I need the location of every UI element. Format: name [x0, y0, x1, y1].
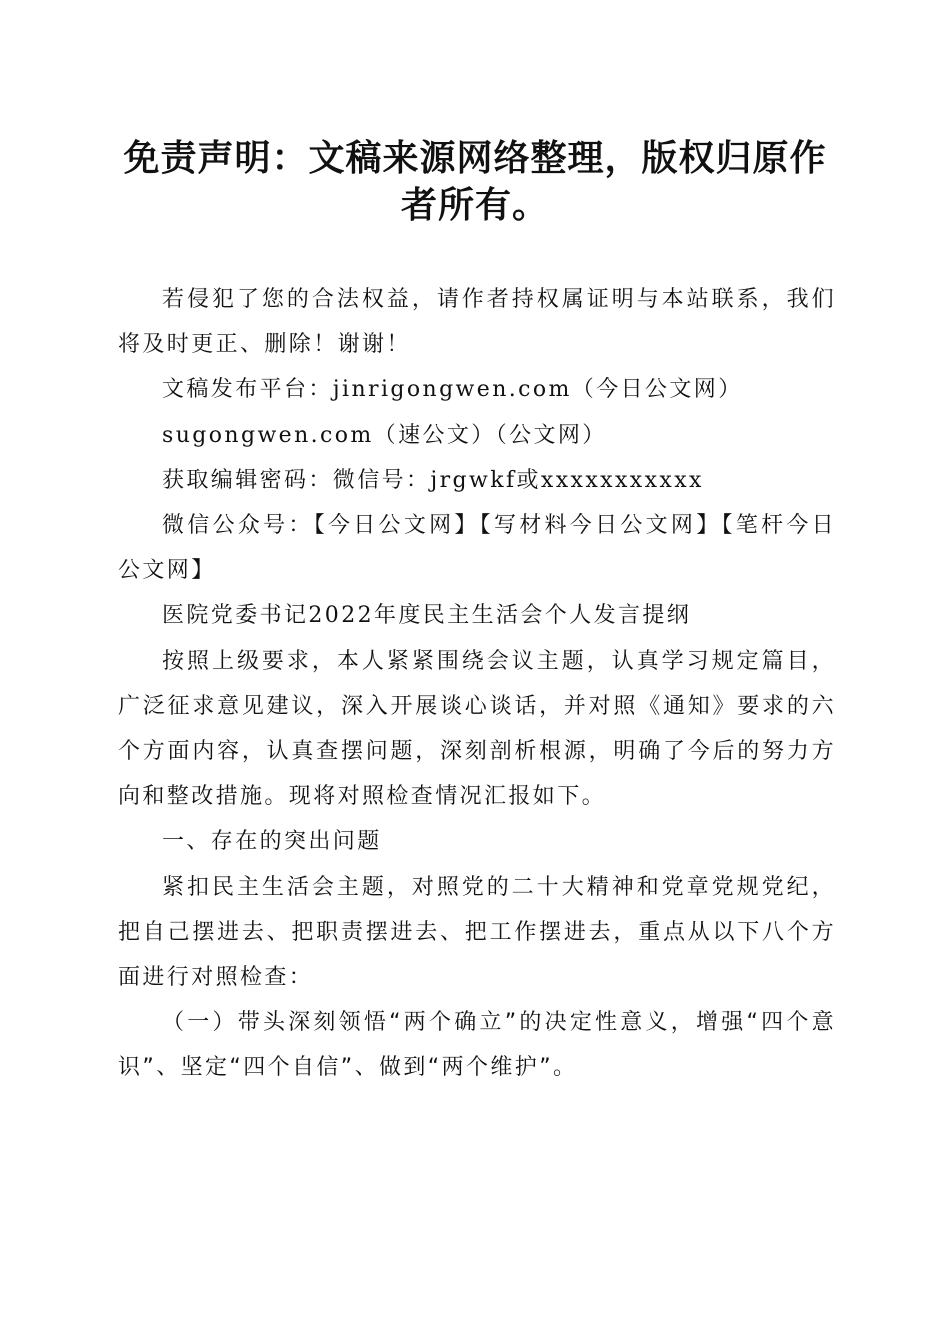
section-1-paragraph: 紧扣民主生活会主题，对照党的二十大精神和党章党规党纪，把自己摆进去、把职责摆进去、把工作摆进去，重点从以下八个方面进行对照检查： — [118, 874, 836, 991]
wechat-line: 微信公众号：【今日公文网】【写材料今日公文网】【笔杆今日公文网】 — [118, 513, 836, 584]
document-body — [118, 277, 836, 1091]
infringement-notice: 若侵犯了您的合法权益，请作者持权属证明与本站联系，我们将及时更正、删除！谢谢！ — [118, 287, 836, 358]
platform-line-2: sugongwen.com（速公文）（公文网） — [162, 422, 607, 448]
article-title: 医院党委书记2022年度民主生活会个人发言提纲 — [162, 603, 692, 629]
platform-line: 文稿发布平台：jinrigongwen.com（今日公文网） — [162, 377, 743, 403]
disclaimer-title: 免责声明：文稿来源网络整理，版权归原作者所有。 — [123, 137, 827, 226]
password-line: 获取编辑密码：微信号：jrgwkf或xxxxxxxxxxx — [162, 467, 704, 493]
section-heading-1: 一、存在的突出问题 — [162, 829, 382, 855]
subsection-heading-1: （一）带头深刻领悟“两个确立”的决定性意义，增强“四个意识”、坚定“四个自信”、做到“两个维护”。 — [118, 1010, 836, 1081]
intro-paragraph: 按照上级要求，本人紧紧围绕会议主题，认真学习规定篇目，广泛征求意见建议，深入开展谈心谈话，并对照《通知》要求的六个方面内容，认真查摆问题，深刻剖析根源，明确了今后的努力方向和整改措施。现将对照检查情况汇报如下。 — [118, 648, 836, 810]
